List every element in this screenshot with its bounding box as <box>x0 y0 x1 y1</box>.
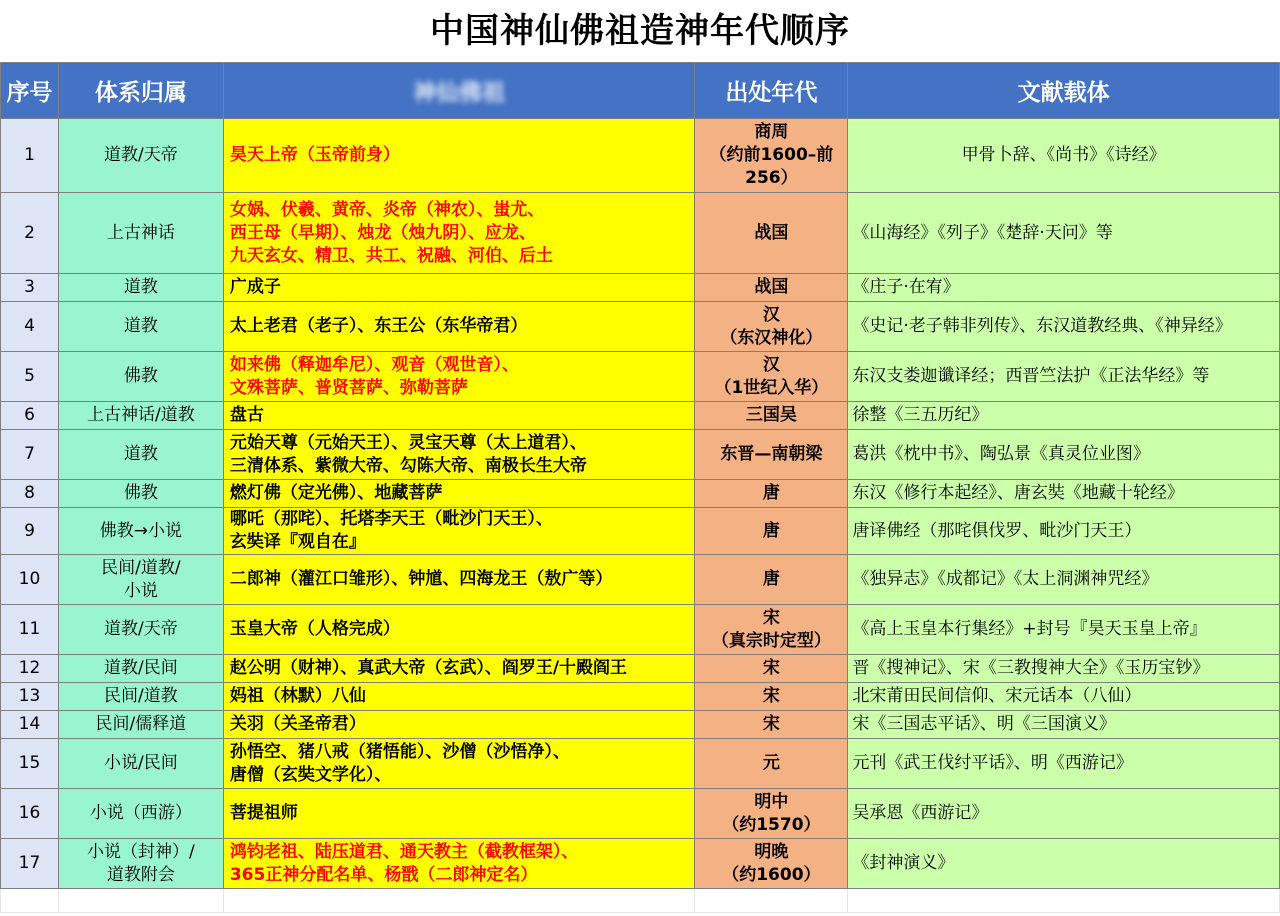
table-row <box>1 402 1280 430</box>
era-line: 唐 <box>762 483 780 503</box>
deity-line: 太上老君（老子）、东王公（东华帝君） <box>229 316 528 336</box>
era-cell <box>695 480 848 508</box>
system-line: 道教附会 <box>106 864 175 885</box>
source-line: 徐整《三五历纪》 <box>852 405 989 425</box>
era-line: （真宗时定型） <box>711 630 831 651</box>
table-row <box>1 711 1280 739</box>
table-row <box>1 555 1280 605</box>
deity-cell <box>223 193 695 274</box>
system-cell: 佛教 <box>58 480 223 508</box>
source-line: 《庄子·在宥》 <box>852 277 960 297</box>
empty-cell <box>1 889 59 913</box>
table-row <box>1 789 1280 839</box>
deity-cell <box>223 430 695 480</box>
source-cell <box>848 555 1280 605</box>
source-line: 元刊《武王伐纣平话》、明《西游记》 <box>852 753 1133 773</box>
system-cell: 民间/儒释道 <box>58 711 223 739</box>
era-line: 唐 <box>762 520 780 541</box>
deity-line: 广成子 <box>229 277 281 297</box>
deity-line: 关羽（关圣帝君） <box>229 714 366 734</box>
deity-line: 玉皇大帝（人格完成） <box>229 619 400 639</box>
header-system: 体系归属 <box>58 63 223 119</box>
empty-cell <box>848 889 1280 913</box>
empty-cell <box>223 889 695 913</box>
era-line: 汉 <box>762 304 780 325</box>
era-line: 元 <box>762 753 780 773</box>
deity-line: 唐僧（玄奘文学化）、 <box>229 764 392 785</box>
era-line: 宋 <box>762 607 780 628</box>
deity-cell <box>223 508 695 555</box>
index-cell: 15 <box>1 739 59 789</box>
source-cell <box>848 711 1280 739</box>
source-line: 《封神演义》 <box>852 853 955 873</box>
source-cell <box>848 655 1280 683</box>
system-cell: 小说（西游） <box>58 789 223 839</box>
system-cell <box>58 555 223 605</box>
source-line: 唐译佛经（那咤俱伐罗、毗沙门天王） <box>852 520 1142 541</box>
table-row <box>1 480 1280 508</box>
system-cell: 上古神话/道教 <box>58 402 223 430</box>
index-cell: 17 <box>1 839 59 889</box>
era-cell <box>695 683 848 711</box>
era-line: （1世纪入华） <box>714 377 829 398</box>
deity-cell <box>223 352 695 402</box>
deity-cell <box>223 480 695 508</box>
source-line: 东汉《修行本起经》、唐玄奘《地藏十轮经》 <box>852 483 1184 503</box>
deity-line: 赵公明（财神）、真武大帝（玄武）、阎罗王/十殿阎王 <box>229 658 628 678</box>
source-cell <box>848 302 1280 352</box>
index-cell: 16 <box>1 789 59 839</box>
era-line: 战国 <box>754 277 789 297</box>
deity-cell <box>223 555 695 605</box>
header-source: 文献载体 <box>848 63 1280 119</box>
system-cell: 道教/天帝 <box>58 119 223 193</box>
system-cell <box>58 839 223 889</box>
era-cell <box>695 430 848 480</box>
system-cell: 道教 <box>58 274 223 302</box>
table-row <box>1 508 1280 555</box>
system-cell: 道教 <box>58 430 223 480</box>
deity-line: 元始天尊（元始天王）、灵宝天尊（太上道君）、 <box>229 432 587 453</box>
deity-cell <box>223 739 695 789</box>
era-line: （约前1600–前 <box>709 145 834 165</box>
source-cell <box>848 789 1280 839</box>
era-line: 宋 <box>762 686 780 706</box>
source-cell <box>848 480 1280 508</box>
deity-cell <box>223 605 695 655</box>
deity-line: 菩提祖师 <box>229 803 298 823</box>
index-cell: 1 <box>1 119 59 193</box>
deity-line: 盘古 <box>229 405 264 425</box>
source-cell <box>848 605 1280 655</box>
index-cell: 14 <box>1 711 59 739</box>
table-row <box>1 739 1280 789</box>
deity-line: 哪吒（那咤）、托塔李天王（毗沙门天王）、 <box>229 509 553 529</box>
era-line: 宋 <box>762 658 780 678</box>
system-line: 民间/道教/ <box>101 557 181 578</box>
era-cell <box>695 302 848 352</box>
header-era: 出处年代 <box>695 63 848 119</box>
deity-cell <box>223 402 695 430</box>
deity-line: 365正神分配名单、杨戬（二郎神定名） <box>229 864 538 885</box>
table-row <box>1 119 1280 193</box>
header-row <box>1 63 1280 119</box>
system-cell: 民间/道教 <box>58 683 223 711</box>
table-row <box>1 655 1280 683</box>
system-line: 小说（封神）/ <box>87 841 195 862</box>
deity-line: 妈祖（林默）八仙 <box>229 686 366 706</box>
system-cell: 佛教→小说 <box>58 508 223 555</box>
source-line: 《史记·老子韩非列传》、东汉道教经典、《神异经》 <box>852 316 1232 336</box>
deity-line: 女娲、伏羲、黄帝、炎帝（神农）、蚩尤、 <box>229 199 545 220</box>
source-cell <box>848 839 1280 889</box>
index-cell: 5 <box>1 352 59 402</box>
deity-cell <box>223 119 695 193</box>
empty-row <box>1 889 1280 913</box>
header-deity <box>223 63 695 119</box>
table-row <box>1 683 1280 711</box>
index-cell: 12 <box>1 655 59 683</box>
system-cell: 上古神话 <box>58 193 223 274</box>
system-line: 小说 <box>123 580 158 601</box>
era-cell <box>695 402 848 430</box>
deity-cell <box>223 302 695 352</box>
era-line: 唐 <box>762 569 780 589</box>
index-cell: 11 <box>1 605 59 655</box>
deity-line: 燃灯佛（定光佛）、地藏菩萨 <box>229 483 443 503</box>
deity-line: 如来佛（释迦牟尼）、观音（观世音）、 <box>229 354 519 375</box>
table-row <box>1 352 1280 402</box>
source-line: 甲骨卜辞、《尚书》《诗经》 <box>961 145 1166 165</box>
data-table <box>0 62 1280 913</box>
era-cell <box>695 274 848 302</box>
era-line: （约1600） <box>722 864 821 885</box>
era-line: 明中 <box>754 791 789 812</box>
table-row <box>1 302 1280 352</box>
deity-cell <box>223 683 695 711</box>
era-line: 商周 <box>754 122 789 142</box>
era-line: 战国 <box>754 222 789 243</box>
source-line: 《山海经》《列子》《楚辞·天问》等 <box>852 222 1113 243</box>
index-cell: 4 <box>1 302 59 352</box>
source-line: 《高上玉皇本行集经》+封号『昊天玉皇上帝』 <box>852 619 1207 639</box>
source-cell <box>848 119 1280 193</box>
deity-line: 玄奘译『观自在』 <box>229 532 366 552</box>
era-cell <box>695 711 848 739</box>
system-cell: 佛教 <box>58 352 223 402</box>
source-line: 北宋莆田民间信仰、宋元话本（八仙） <box>852 686 1142 706</box>
era-line: 宋 <box>762 714 780 734</box>
deity-line: 九天玄女、精卫、共工、祝融、河伯、后土 <box>229 245 553 266</box>
table-row <box>1 193 1280 274</box>
source-cell <box>848 739 1280 789</box>
era-cell <box>695 655 848 683</box>
era-cell <box>695 508 848 555</box>
deity-line: 鸿钧老祖、陆压道君、通天教主（截教框架）、 <box>229 841 579 862</box>
source-line: 葛洪《枕中书》、陶弘景《真灵位业图》 <box>852 444 1150 464</box>
deity-cell <box>223 789 695 839</box>
source-cell <box>848 508 1280 555</box>
source-line: 宋《三国志平话》、明《三国演义》 <box>852 714 1116 734</box>
source-cell <box>848 193 1280 274</box>
system-cell: 道教/天帝 <box>58 605 223 655</box>
source-line: 《独异志》《成都记》《太上洞渊神咒经》 <box>852 569 1159 589</box>
page-title: 中国神仙佛祖造神年代顺序 <box>430 11 850 51</box>
deity-line: 三清体系、紫微大帝、勾陈大帝、南极长生大帝 <box>229 455 587 476</box>
era-cell <box>695 605 848 655</box>
source-cell <box>848 683 1280 711</box>
source-cell <box>848 430 1280 480</box>
era-cell <box>695 555 848 605</box>
source-line: 东汉支娄迦谶译经；西晋竺法护《正法华经》等 <box>852 366 1210 386</box>
header-index: 序号 <box>1 63 59 119</box>
source-cell <box>848 274 1280 302</box>
deity-cell <box>223 711 695 739</box>
empty-cell <box>58 889 223 913</box>
system-cell: 小说/民间 <box>58 739 223 789</box>
system-cell: 道教/民间 <box>58 655 223 683</box>
deity-line: 昊天上帝（玉帝前身） <box>229 145 400 165</box>
deity-line: 文殊菩萨、普贤菩萨、弥勒菩萨 <box>229 377 468 398</box>
index-cell: 10 <box>1 555 59 605</box>
table-row <box>1 839 1280 889</box>
source-cell <box>848 352 1280 402</box>
era-line: 三国吴 <box>745 405 797 425</box>
deity-cell <box>223 274 695 302</box>
era-cell <box>695 839 848 889</box>
index-cell: 6 <box>1 402 59 430</box>
index-cell: 7 <box>1 430 59 480</box>
era-line: 明晚 <box>754 841 789 862</box>
deity-line: 西王母（早期）、烛龙（烛九阴）、应龙、 <box>229 222 536 243</box>
index-cell: 2 <box>1 193 59 274</box>
source-line: 吴承恩《西游记》 <box>852 803 989 823</box>
table-row <box>1 605 1280 655</box>
era-line: 汉 <box>762 354 780 375</box>
era-line: 256） <box>745 168 798 188</box>
era-line: （约1570） <box>722 814 821 835</box>
deity-line: 孙悟空、猪八戒（猪悟能）、沙僧（沙悟净）、 <box>229 741 570 762</box>
deity-cell <box>223 839 695 889</box>
era-line: （东汉神化） <box>720 327 823 348</box>
index-cell: 8 <box>1 480 59 508</box>
source-cell <box>848 402 1280 430</box>
source-line: 晋《搜神记》、宋《三教搜神大全》《玉历宝钞》 <box>852 658 1210 678</box>
era-cell <box>695 789 848 839</box>
table-row <box>1 430 1280 480</box>
system-cell: 道教 <box>58 302 223 352</box>
table-row <box>1 274 1280 302</box>
era-line: 东晋—南朝梁 <box>720 444 823 464</box>
deity-cell <box>223 655 695 683</box>
index-cell: 9 <box>1 508 59 555</box>
era-cell <box>695 352 848 402</box>
empty-cell <box>695 889 848 913</box>
index-cell: 13 <box>1 683 59 711</box>
index-cell: 3 <box>1 274 59 302</box>
deity-line: 二郎神（灌江口雏形）、钟馗、四海龙王（敖广等） <box>229 569 613 589</box>
era-cell <box>695 119 848 193</box>
era-cell <box>695 739 848 789</box>
era-cell <box>695 193 848 274</box>
header-deity-label: 神仙佛祖 <box>413 80 506 106</box>
